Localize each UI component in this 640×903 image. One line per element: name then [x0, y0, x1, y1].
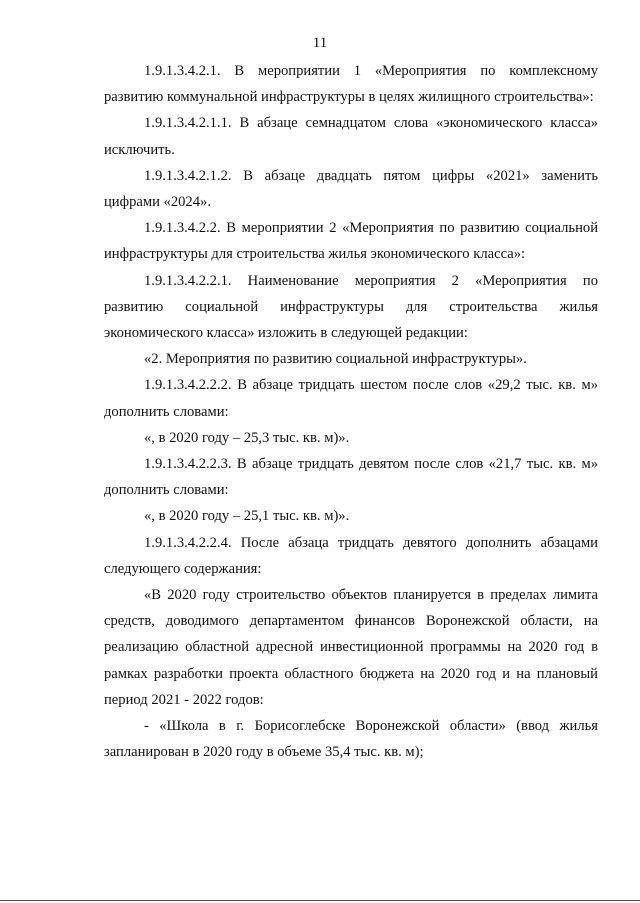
paragraph: 1.9.1.3.4.2.2.4. После абзаца тридцать девятого дополнить абзацами следующего содержания:: [104, 534, 598, 577]
page-number: 11: [312, 35, 328, 51]
paragraph: 1.9.1.3.4.2.1. В мероприятии 1 «Мероприятия по комплексному развитию коммунальной инфраструктуры в целях жилищного строительства»:: [104, 63, 598, 106]
document-body: [104, 58, 598, 765]
paragraph: «2. Мероприятия по развитию социальной инфраструктуры».: [144, 351, 527, 368]
paragraph: 1.9.1.3.4.2.2.3. В абзаце тридцать девятом после слов «21,7 тыс. кв. м» дополнить словами:: [104, 456, 598, 499]
paragraph: 1.9.1.3.4.2.2.1. Наименование мероприятия 2 «Мероприятия по развитию социальной инфраструктуры для строительства жилья экономического класса» изложить в следующей редакции:: [104, 272, 598, 342]
paragraph: 1.9.1.3.4.2.1.1. В абзаце семнадцатом слова «экономического класса» исключить.: [104, 115, 598, 158]
bottom-divider: [0, 900, 640, 901]
paragraph: 1.9.1.3.4.2.1.2. В абзаце двадцать пятом цифры «2021» заменить цифрами «2024».: [104, 167, 598, 211]
paragraph: - «Школа в г. Борисоглебске Воронежской области» (ввод жилья запланирован в 2020 году в объеме 35,4 тыс. кв. м);: [104, 718, 598, 761]
paragraph: «, в 2020 году – 25,3 тыс. кв. м)».: [144, 429, 350, 446]
paragraph: 1.9.1.3.4.2.2. В мероприятии 2 «Мероприятия по развитию социальной инфраструктуры для строительства жилья экономического класса»:: [104, 220, 598, 263]
paragraph: «В 2020 году строительство объектов планируется в пределах лимита средств, доводимого департаментом финансов Воронежской области, на реализацию областной адресной инвестиционной программы на 2020 год в рамках разработки проекта областного бюджета на 2020 год и на плановый период 2021 - 2022 годов:: [104, 587, 598, 708]
paragraph: «, в 2020 году – 25,1 тыс. кв. м)».: [144, 508, 350, 525]
paragraph: 1.9.1.3.4.2.2.2. В абзаце тридцать шестом после слов «29,2 тыс. кв. м» дополнить словами:: [104, 377, 598, 420]
